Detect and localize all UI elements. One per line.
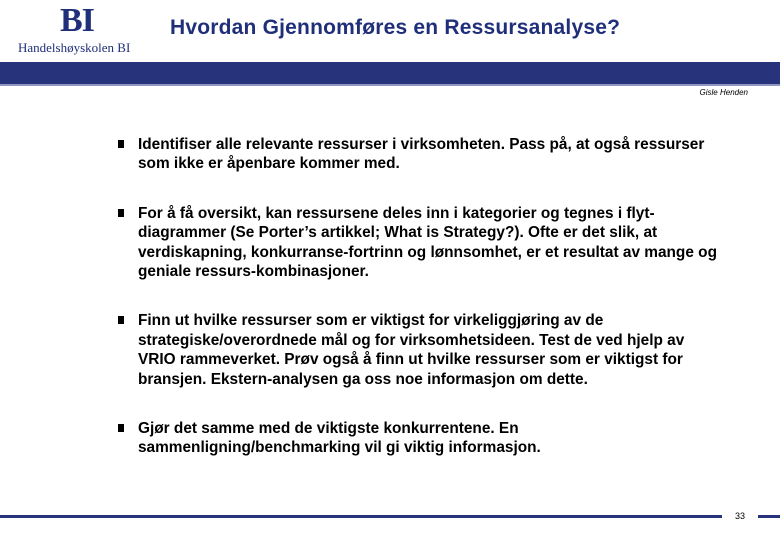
header-bar	[0, 62, 780, 84]
bullet-item	[118, 135, 718, 174]
bullet-item	[118, 311, 718, 389]
square-bullet-icon	[118, 209, 124, 217]
bullet-text: Gjør det samme med de viktigste konkurrentene. En sammenligning/benchmarking vil gi viktig informasjon.	[138, 420, 541, 457]
bi-logo	[18, 2, 140, 56]
bullet-item	[118, 204, 718, 282]
bullet-text: Finn ut hvilke ressurser som er viktigst for virkeliggjøring av de strategiske/overordnede mål og for virksomhetsideen. Test de ved hjelp av VRIO rammeverket. Prøv også å finn ut hvilke ressurser som er viktigst for bransjen. Ekstern-analysen ga oss noe informasjon om dette.	[138, 312, 685, 388]
bullet-list	[118, 135, 718, 458]
bullet-text: For å få oversikt, kan ressursene deles inn i kategorier og tegnes i flyt-diagrammer (Se Porter’s artikkel; What is Strategy?). Ofte er det slik, at verdiskapning, konkurranse-fortrinn og lønnsomhet, er et resultat av mange og geniale ressurs-kombinasjoner.	[138, 204, 717, 281]
author-name: Gisle Henden	[699, 88, 748, 97]
square-bullet-icon	[118, 316, 124, 324]
header-divider	[0, 84, 780, 86]
logo-mark: BI	[60, 2, 94, 39]
square-bullet-icon	[118, 424, 124, 432]
footer-line	[0, 515, 780, 518]
page-number: 33	[722, 507, 758, 527]
bullet-item	[118, 419, 718, 458]
slide-title: Hvordan Gjennomføres en Ressursanalyse?	[170, 16, 621, 39]
bullet-text: Identifiser alle relevante ressurser i virksomheten. Pass på, at også ressurser som ikke er åpenbare kommer med.	[138, 136, 705, 173]
square-bullet-icon	[118, 140, 124, 148]
logo-text: Handelshøyskolen BI	[18, 40, 131, 55]
